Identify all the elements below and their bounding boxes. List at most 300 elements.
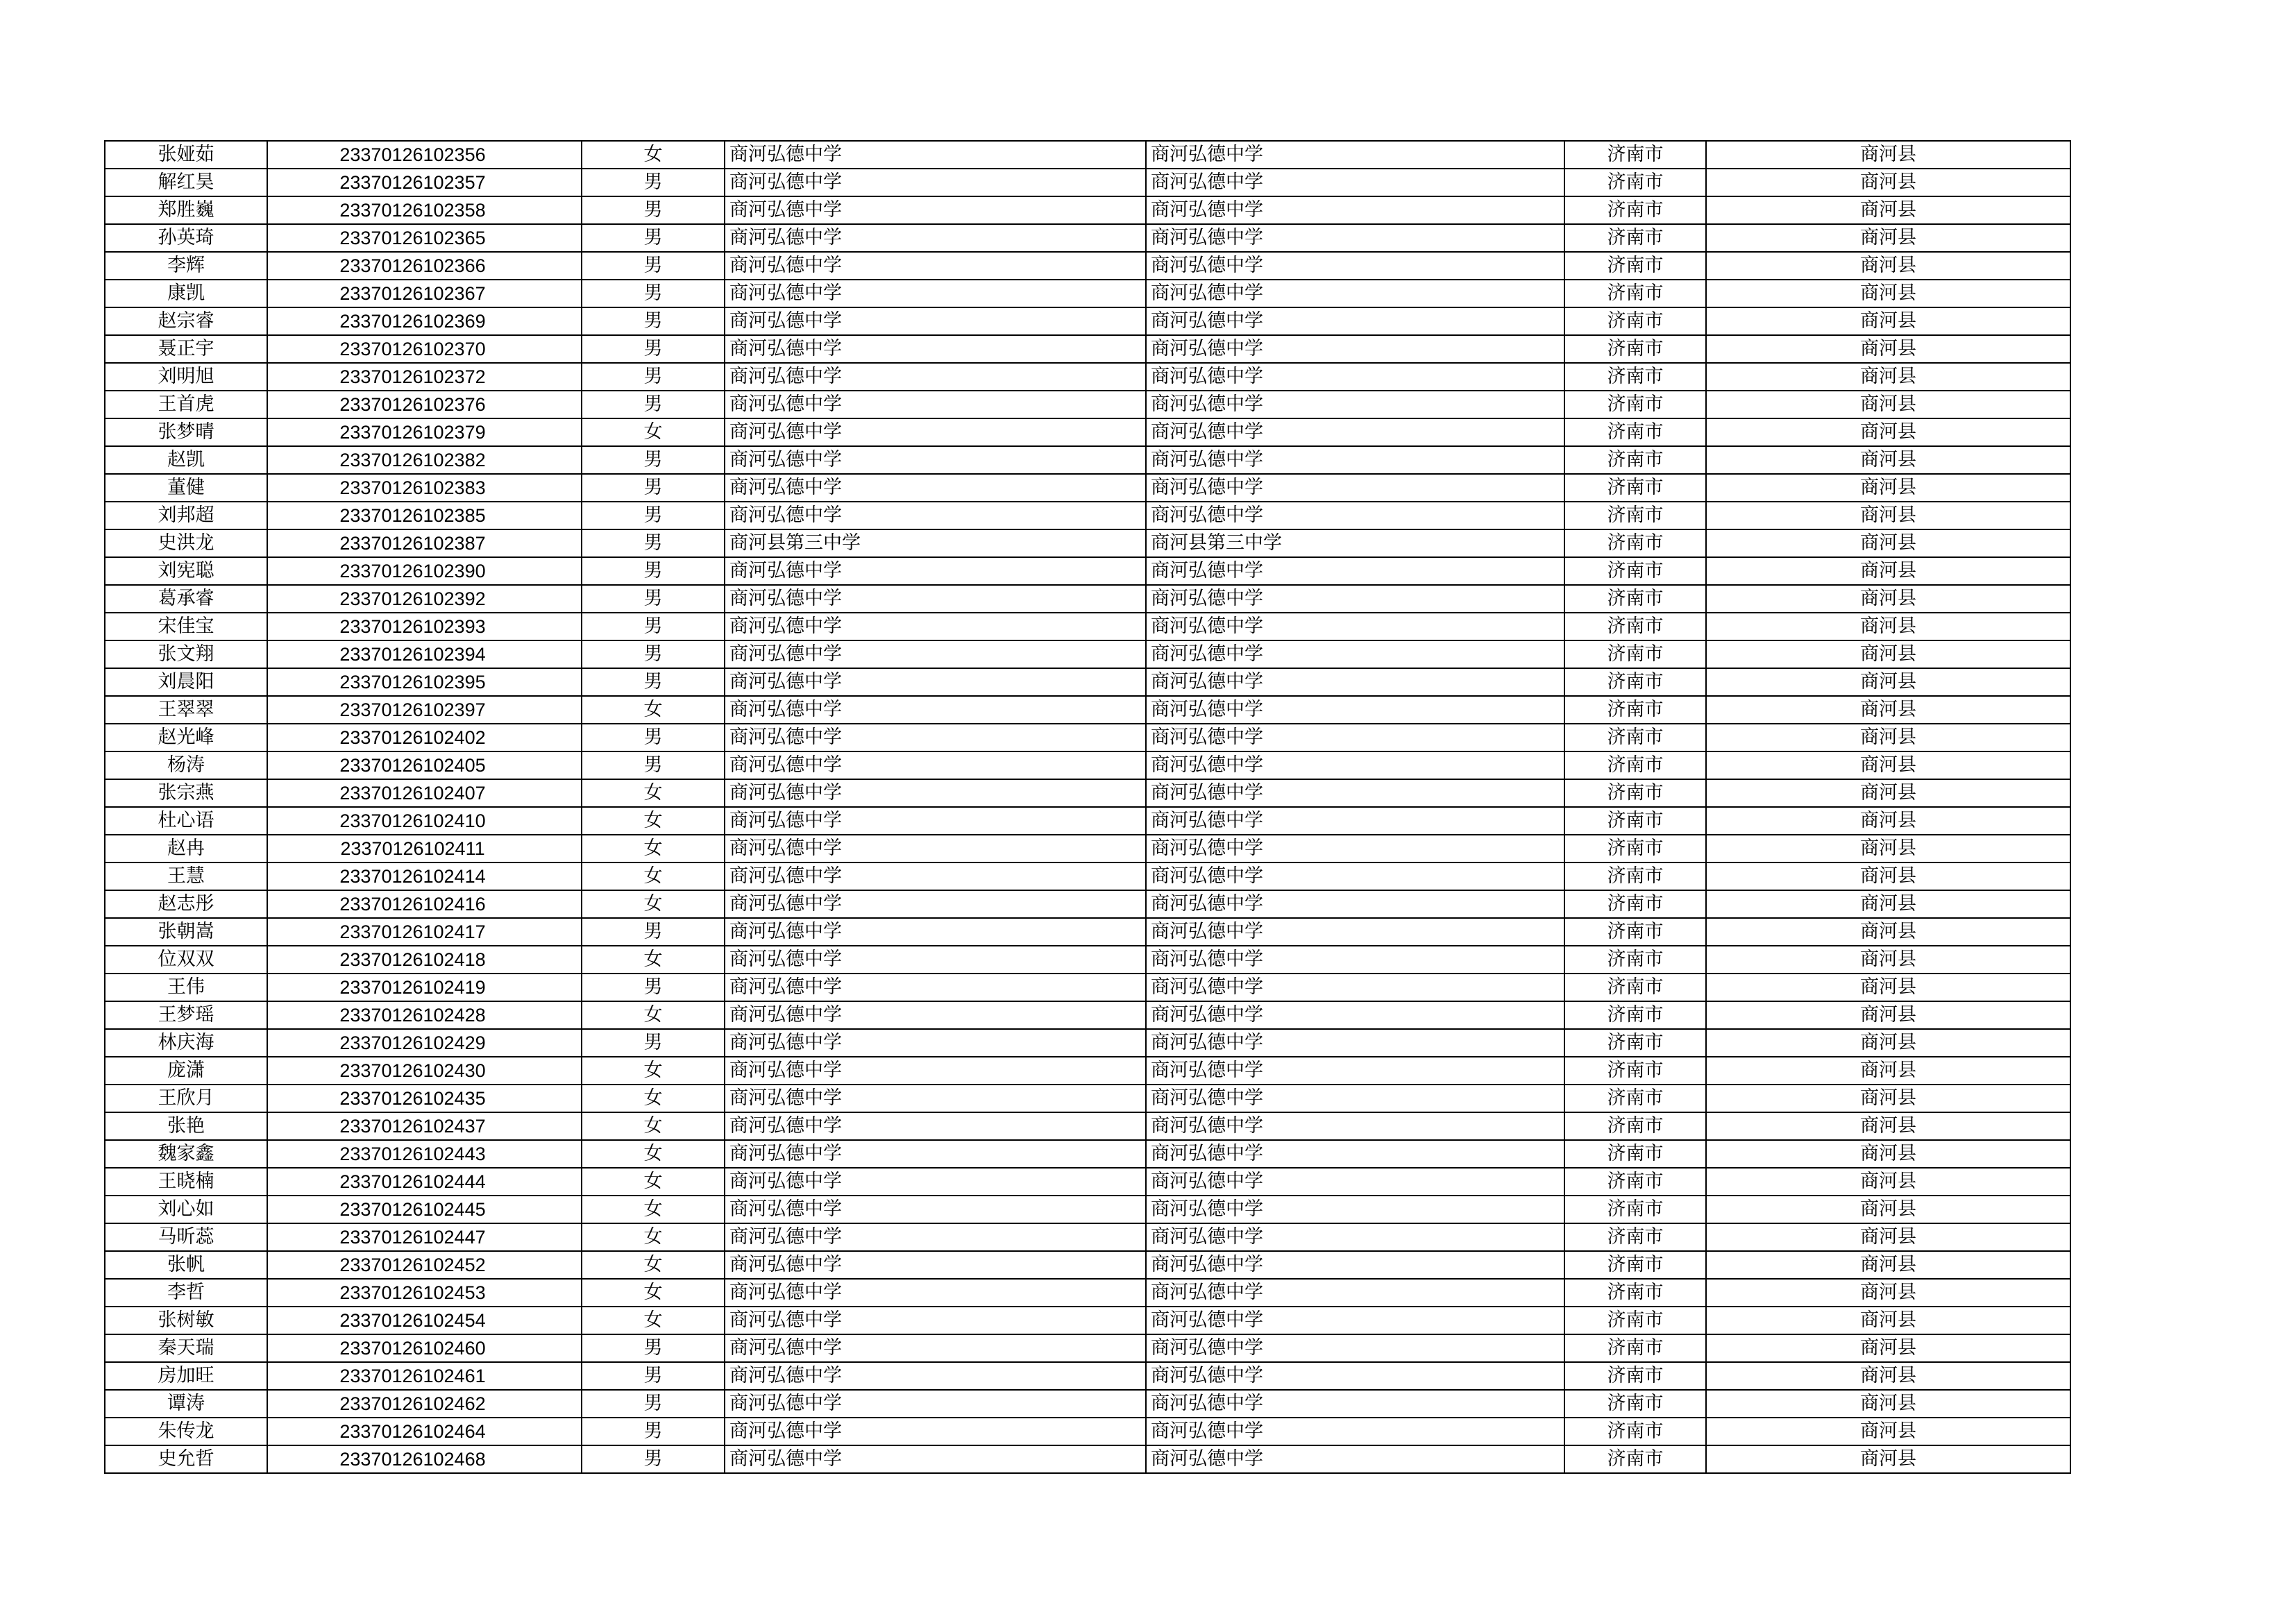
table-row (105, 640, 2070, 668)
county-cell: 商河县 (1706, 1057, 2070, 1085)
gender-cell: 男 (582, 1362, 725, 1390)
registered-school-cell: 商河弘德中学 (1146, 252, 1564, 280)
city-cell: 济南市 (1564, 418, 1706, 446)
school-cell: 商河弘德中学 (725, 890, 1146, 918)
gender-cell: 男 (582, 363, 725, 391)
student-name-cell: 张朝嵩 (105, 918, 267, 946)
exam-id-cell: 23370126102392 (267, 585, 582, 613)
exam-id-cell: 23370126102393 (267, 613, 582, 640)
student-name-cell: 赵光峰 (105, 724, 267, 751)
registered-school-cell: 商河弘德中学 (1146, 335, 1564, 363)
city-cell: 济南市 (1564, 863, 1706, 890)
registered-school-cell: 商河弘德中学 (1146, 1307, 1564, 1334)
exam-id-cell: 23370126102445 (267, 1196, 582, 1223)
student-name-cell: 林庆海 (105, 1029, 267, 1057)
gender-cell: 女 (582, 835, 725, 863)
table-row (105, 1168, 2070, 1196)
school-cell: 商河弘德中学 (725, 196, 1146, 224)
school-cell: 商河弘德中学 (725, 640, 1146, 668)
gender-cell: 男 (582, 502, 725, 529)
exam-id-cell: 23370126102387 (267, 529, 582, 557)
exam-id-cell: 23370126102462 (267, 1390, 582, 1418)
gender-cell: 男 (582, 640, 725, 668)
table-row (105, 1029, 2070, 1057)
county-cell: 商河县 (1706, 418, 2070, 446)
table-row (105, 1223, 2070, 1251)
exam-id-cell: 23370126102407 (267, 779, 582, 807)
registered-school-cell: 商河弘德中学 (1146, 613, 1564, 640)
student-name-cell: 秦天瑞 (105, 1334, 267, 1362)
student-name-cell: 张艳 (105, 1112, 267, 1140)
city-cell: 济南市 (1564, 668, 1706, 696)
gender-cell: 女 (582, 1307, 725, 1334)
city-cell: 济南市 (1564, 640, 1706, 668)
county-cell: 商河县 (1706, 918, 2070, 946)
registered-school-cell: 商河弘德中学 (1146, 1140, 1564, 1168)
gender-cell: 男 (582, 724, 725, 751)
city-cell: 济南市 (1564, 751, 1706, 779)
gender-cell: 男 (582, 169, 725, 196)
gender-cell: 男 (582, 585, 725, 613)
county-cell: 商河县 (1706, 1085, 2070, 1112)
school-cell: 商河弘德中学 (725, 363, 1146, 391)
table-row (105, 529, 2070, 557)
gender-cell: 男 (582, 613, 725, 640)
county-cell: 商河县 (1706, 307, 2070, 335)
table-row (105, 974, 2070, 1001)
gender-cell: 女 (582, 418, 725, 446)
school-cell: 商河弘德中学 (725, 1279, 1146, 1307)
school-cell: 商河弘德中学 (725, 751, 1146, 779)
table-row (105, 946, 2070, 974)
school-cell: 商河弘德中学 (725, 974, 1146, 1001)
student-name-cell: 谭涛 (105, 1390, 267, 1418)
exam-id-cell: 23370126102417 (267, 918, 582, 946)
registered-school-cell: 商河弘德中学 (1146, 1334, 1564, 1362)
student-name-cell: 刘晨阳 (105, 668, 267, 696)
city-cell: 济南市 (1564, 502, 1706, 529)
registered-school-cell: 商河弘德中学 (1146, 640, 1564, 668)
exam-id-cell: 23370126102430 (267, 1057, 582, 1085)
school-cell: 商河弘德中学 (725, 1001, 1146, 1029)
registered-school-cell: 商河县第三中学 (1146, 529, 1564, 557)
county-cell: 商河县 (1706, 529, 2070, 557)
table-row (105, 335, 2070, 363)
student-name-cell: 杜心语 (105, 807, 267, 835)
school-cell: 商河弘德中学 (725, 224, 1146, 252)
school-cell: 商河弘德中学 (725, 1362, 1146, 1390)
table-row (105, 363, 2070, 391)
table-row (105, 391, 2070, 418)
exam-id-cell: 23370126102394 (267, 640, 582, 668)
registered-school-cell: 商河弘德中学 (1146, 502, 1564, 529)
gender-cell: 男 (582, 1418, 725, 1445)
student-name-cell: 刘邦超 (105, 502, 267, 529)
exam-id-cell: 23370126102444 (267, 1168, 582, 1196)
exam-id-cell: 23370126102358 (267, 196, 582, 224)
table-row (105, 1279, 2070, 1307)
table-row (105, 1057, 2070, 1085)
gender-cell: 女 (582, 946, 725, 974)
student-name-cell: 宋佳宝 (105, 613, 267, 640)
city-cell: 济南市 (1564, 1251, 1706, 1279)
student-name-cell: 王首虎 (105, 391, 267, 418)
city-cell: 济南市 (1564, 1057, 1706, 1085)
gender-cell: 女 (582, 1112, 725, 1140)
city-cell: 济南市 (1564, 1334, 1706, 1362)
table-row (105, 141, 2070, 169)
county-cell: 商河县 (1706, 1168, 2070, 1196)
exam-id-cell: 23370126102395 (267, 668, 582, 696)
gender-cell: 女 (582, 1251, 725, 1279)
table-row (105, 1418, 2070, 1445)
exam-id-cell: 23370126102447 (267, 1223, 582, 1251)
school-cell: 商河弘德中学 (725, 1445, 1146, 1473)
exam-id-cell: 23370126102357 (267, 169, 582, 196)
county-cell: 商河县 (1706, 585, 2070, 613)
exam-id-cell: 23370126102370 (267, 335, 582, 363)
city-cell: 济南市 (1564, 696, 1706, 724)
county-cell: 商河县 (1706, 724, 2070, 751)
city-cell: 济南市 (1564, 307, 1706, 335)
registered-school-cell: 商河弘德中学 (1146, 863, 1564, 890)
registered-school-cell: 商河弘德中学 (1146, 1029, 1564, 1057)
student-name-cell: 李哲 (105, 1279, 267, 1307)
exam-id-cell: 23370126102366 (267, 252, 582, 280)
county-cell: 商河县 (1706, 668, 2070, 696)
county-cell: 商河县 (1706, 224, 2070, 252)
school-cell: 商河弘德中学 (725, 779, 1146, 807)
registered-school-cell: 商河弘德中学 (1146, 890, 1564, 918)
exam-id-cell: 23370126102411 (267, 835, 582, 863)
student-name-cell: 史允哲 (105, 1445, 267, 1473)
student-name-cell: 刘宪聪 (105, 557, 267, 585)
county-cell: 商河县 (1706, 1279, 2070, 1307)
student-name-cell: 王伟 (105, 974, 267, 1001)
table-row (105, 918, 2070, 946)
city-cell: 济南市 (1564, 1112, 1706, 1140)
gender-cell: 男 (582, 529, 725, 557)
registered-school-cell: 商河弘德中学 (1146, 1251, 1564, 1279)
county-cell: 商河县 (1706, 1445, 2070, 1473)
gender-cell: 男 (582, 751, 725, 779)
table-row (105, 557, 2070, 585)
exam-id-cell: 23370126102397 (267, 696, 582, 724)
city-cell: 济南市 (1564, 1362, 1706, 1390)
gender-cell: 男 (582, 974, 725, 1001)
city-cell: 济南市 (1564, 585, 1706, 613)
table-row (105, 1196, 2070, 1223)
county-cell: 商河县 (1706, 779, 2070, 807)
table-row (105, 585, 2070, 613)
registered-school-cell: 商河弘德中学 (1146, 585, 1564, 613)
exam-id-cell: 23370126102365 (267, 224, 582, 252)
gender-cell: 男 (582, 252, 725, 280)
school-cell: 商河弘德中学 (725, 696, 1146, 724)
exam-id-cell: 23370126102443 (267, 1140, 582, 1168)
exam-id-cell: 23370126102405 (267, 751, 582, 779)
gender-cell: 男 (582, 1390, 725, 1418)
exam-id-cell: 23370126102390 (267, 557, 582, 585)
registered-school-cell: 商河弘德中学 (1146, 141, 1564, 169)
county-cell: 商河县 (1706, 613, 2070, 640)
student-name-cell: 王慧 (105, 863, 267, 890)
school-cell: 商河弘德中学 (725, 446, 1146, 474)
registered-school-cell: 商河弘德中学 (1146, 363, 1564, 391)
gender-cell: 男 (582, 335, 725, 363)
county-cell: 商河县 (1706, 1418, 2070, 1445)
school-cell: 商河弘德中学 (725, 668, 1146, 696)
school-cell: 商河弘德中学 (725, 1334, 1146, 1362)
exam-id-cell: 23370126102356 (267, 141, 582, 169)
table-row (105, 502, 2070, 529)
exam-id-cell: 23370126102402 (267, 724, 582, 751)
registered-school-cell: 商河弘德中学 (1146, 1418, 1564, 1445)
school-cell: 商河弘德中学 (725, 502, 1146, 529)
registered-school-cell: 商河弘德中学 (1146, 1196, 1564, 1223)
county-cell: 商河县 (1706, 1001, 2070, 1029)
city-cell: 济南市 (1564, 1085, 1706, 1112)
exam-id-cell: 23370126102453 (267, 1279, 582, 1307)
table-row (105, 863, 2070, 890)
gender-cell: 女 (582, 1140, 725, 1168)
registered-school-cell: 商河弘德中学 (1146, 1168, 1564, 1196)
county-cell: 商河县 (1706, 807, 2070, 835)
student-name-cell: 郑胜巍 (105, 196, 267, 224)
gender-cell: 男 (582, 391, 725, 418)
table-row (105, 446, 2070, 474)
table-body (105, 141, 2070, 1473)
student-name-cell: 孙英琦 (105, 224, 267, 252)
gender-cell: 女 (582, 1001, 725, 1029)
school-cell: 商河弘德中学 (725, 946, 1146, 974)
registered-school-cell: 商河弘德中学 (1146, 724, 1564, 751)
school-cell: 商河弘德中学 (725, 1140, 1146, 1168)
student-name-cell: 赵志彤 (105, 890, 267, 918)
county-cell: 商河县 (1706, 974, 2070, 1001)
exam-id-cell: 23370126102464 (267, 1418, 582, 1445)
exam-id-cell: 23370126102383 (267, 474, 582, 502)
table-row (105, 474, 2070, 502)
city-cell: 济南市 (1564, 1001, 1706, 1029)
school-cell: 商河弘德中学 (725, 1307, 1146, 1334)
student-name-cell: 王欣月 (105, 1085, 267, 1112)
student-name-cell: 张宗燕 (105, 779, 267, 807)
gender-cell: 男 (582, 1334, 725, 1362)
table-row (105, 890, 2070, 918)
table-row (105, 835, 2070, 863)
student-name-cell: 李辉 (105, 252, 267, 280)
county-cell: 商河县 (1706, 141, 2070, 169)
registered-school-cell: 商河弘德中学 (1146, 557, 1564, 585)
school-cell: 商河弘德中学 (725, 1196, 1146, 1223)
student-name-cell: 康凯 (105, 280, 267, 307)
exam-id-cell: 23370126102454 (267, 1307, 582, 1334)
school-cell: 商河弘德中学 (725, 169, 1146, 196)
school-cell: 商河弘德中学 (725, 307, 1146, 335)
city-cell: 济南市 (1564, 724, 1706, 751)
registered-school-cell: 商河弘德中学 (1146, 974, 1564, 1001)
county-cell: 商河县 (1706, 1251, 2070, 1279)
registered-school-cell: 商河弘德中学 (1146, 1057, 1564, 1085)
school-cell: 商河弘德中学 (725, 280, 1146, 307)
table-row (105, 224, 2070, 252)
city-cell: 济南市 (1564, 1307, 1706, 1334)
student-name-cell: 庞潇 (105, 1057, 267, 1085)
exam-id-cell: 23370126102468 (267, 1445, 582, 1473)
table-row (105, 196, 2070, 224)
student-name-cell: 刘明旭 (105, 363, 267, 391)
student-name-cell: 赵宗睿 (105, 307, 267, 335)
city-cell: 济南市 (1564, 807, 1706, 835)
student-name-cell: 解红昊 (105, 169, 267, 196)
county-cell: 商河县 (1706, 1140, 2070, 1168)
city-cell: 济南市 (1564, 1029, 1706, 1057)
student-name-cell: 董健 (105, 474, 267, 502)
school-cell: 商河弘德中学 (725, 418, 1146, 446)
school-cell: 商河弘德中学 (725, 1057, 1146, 1085)
county-cell: 商河县 (1706, 751, 2070, 779)
exam-id-cell: 23370126102460 (267, 1334, 582, 1362)
table-row (105, 779, 2070, 807)
registered-school-cell: 商河弘德中学 (1146, 1223, 1564, 1251)
gender-cell: 女 (582, 141, 725, 169)
school-cell: 商河弘德中学 (725, 807, 1146, 835)
table-row (105, 668, 2070, 696)
gender-cell: 女 (582, 1168, 725, 1196)
table-row (105, 724, 2070, 751)
exam-id-cell: 23370126102376 (267, 391, 582, 418)
student-name-cell: 房加旺 (105, 1362, 267, 1390)
city-cell: 济南市 (1564, 613, 1706, 640)
table-row (105, 1362, 2070, 1390)
exam-id-cell: 23370126102419 (267, 974, 582, 1001)
school-cell: 商河弘德中学 (725, 474, 1146, 502)
city-cell: 济南市 (1564, 141, 1706, 169)
table-row (105, 1445, 2070, 1473)
registered-school-cell: 商河弘德中学 (1146, 918, 1564, 946)
city-cell: 济南市 (1564, 474, 1706, 502)
county-cell: 商河县 (1706, 1334, 2070, 1362)
table-row (105, 1085, 2070, 1112)
table-row (105, 1390, 2070, 1418)
student-name-cell: 张娅茹 (105, 141, 267, 169)
school-cell: 商河弘德中学 (725, 391, 1146, 418)
county-cell: 商河县 (1706, 946, 2070, 974)
registered-school-cell: 商河弘德中学 (1146, 1390, 1564, 1418)
city-cell: 济南市 (1564, 1140, 1706, 1168)
city-cell: 济南市 (1564, 196, 1706, 224)
county-cell: 商河县 (1706, 252, 2070, 280)
gender-cell: 男 (582, 280, 725, 307)
city-cell: 济南市 (1564, 1445, 1706, 1473)
gender-cell: 女 (582, 863, 725, 890)
city-cell: 济南市 (1564, 224, 1706, 252)
gender-cell: 女 (582, 1057, 725, 1085)
school-cell: 商河弘德中学 (725, 863, 1146, 890)
exam-id-cell: 23370126102452 (267, 1251, 582, 1279)
student-name-cell: 马昕蕊 (105, 1223, 267, 1251)
registered-school-cell: 商河弘德中学 (1146, 835, 1564, 863)
registered-school-cell: 商河弘德中学 (1146, 474, 1564, 502)
city-cell: 济南市 (1564, 779, 1706, 807)
school-cell: 商河弘德中学 (725, 1168, 1146, 1196)
city-cell: 济南市 (1564, 946, 1706, 974)
school-cell: 商河弘德中学 (725, 1029, 1146, 1057)
gender-cell: 男 (582, 224, 725, 252)
school-cell: 商河弘德中学 (725, 335, 1146, 363)
county-cell: 商河县 (1706, 696, 2070, 724)
county-cell: 商河县 (1706, 835, 2070, 863)
city-cell: 济南市 (1564, 252, 1706, 280)
table-row (105, 418, 2070, 446)
county-cell: 商河县 (1706, 1223, 2070, 1251)
student-roster-table (104, 140, 2071, 1474)
exam-id-cell: 23370126102379 (267, 418, 582, 446)
registered-school-cell: 商河弘德中学 (1146, 946, 1564, 974)
county-cell: 商河县 (1706, 335, 2070, 363)
registered-school-cell: 商河弘德中学 (1146, 1279, 1564, 1307)
registered-school-cell: 商河弘德中学 (1146, 1362, 1564, 1390)
city-cell: 济南市 (1564, 1223, 1706, 1251)
table-row (105, 1307, 2070, 1334)
city-cell: 济南市 (1564, 391, 1706, 418)
gender-cell: 女 (582, 1085, 725, 1112)
city-cell: 济南市 (1564, 974, 1706, 1001)
gender-cell: 男 (582, 446, 725, 474)
exam-id-cell: 23370126102369 (267, 307, 582, 335)
registered-school-cell: 商河弘德中学 (1146, 307, 1564, 335)
school-cell: 商河县第三中学 (725, 529, 1146, 557)
registered-school-cell: 商河弘德中学 (1146, 280, 1564, 307)
school-cell: 商河弘德中学 (725, 1390, 1146, 1418)
county-cell: 商河县 (1706, 557, 2070, 585)
student-name-cell: 赵凯 (105, 446, 267, 474)
school-cell: 商河弘德中学 (725, 1418, 1146, 1445)
table-row (105, 280, 2070, 307)
table-row (105, 751, 2070, 779)
table-row (105, 307, 2070, 335)
student-name-cell: 王翠翠 (105, 696, 267, 724)
student-name-cell: 刘心如 (105, 1196, 267, 1223)
city-cell: 济南市 (1564, 529, 1706, 557)
county-cell: 商河县 (1706, 474, 2070, 502)
county-cell: 商河县 (1706, 863, 2070, 890)
city-cell: 济南市 (1564, 169, 1706, 196)
exam-id-cell: 23370126102418 (267, 946, 582, 974)
exam-id-cell: 23370126102367 (267, 280, 582, 307)
gender-cell: 女 (582, 890, 725, 918)
exam-id-cell: 23370126102385 (267, 502, 582, 529)
school-cell: 商河弘德中学 (725, 1223, 1146, 1251)
county-cell: 商河县 (1706, 1307, 2070, 1334)
gender-cell: 女 (582, 696, 725, 724)
city-cell: 济南市 (1564, 363, 1706, 391)
school-cell: 商河弘德中学 (725, 252, 1146, 280)
student-name-cell: 王梦瑶 (105, 1001, 267, 1029)
gender-cell: 男 (582, 1445, 725, 1473)
student-name-cell: 王晓楠 (105, 1168, 267, 1196)
student-name-cell: 魏家鑫 (105, 1140, 267, 1168)
table-row (105, 1140, 2070, 1168)
gender-cell: 女 (582, 1196, 725, 1223)
registered-school-cell: 商河弘德中学 (1146, 196, 1564, 224)
school-cell: 商河弘德中学 (725, 141, 1146, 169)
county-cell: 商河县 (1706, 196, 2070, 224)
city-cell: 济南市 (1564, 890, 1706, 918)
exam-id-cell: 23370126102461 (267, 1362, 582, 1390)
table-row (105, 169, 2070, 196)
